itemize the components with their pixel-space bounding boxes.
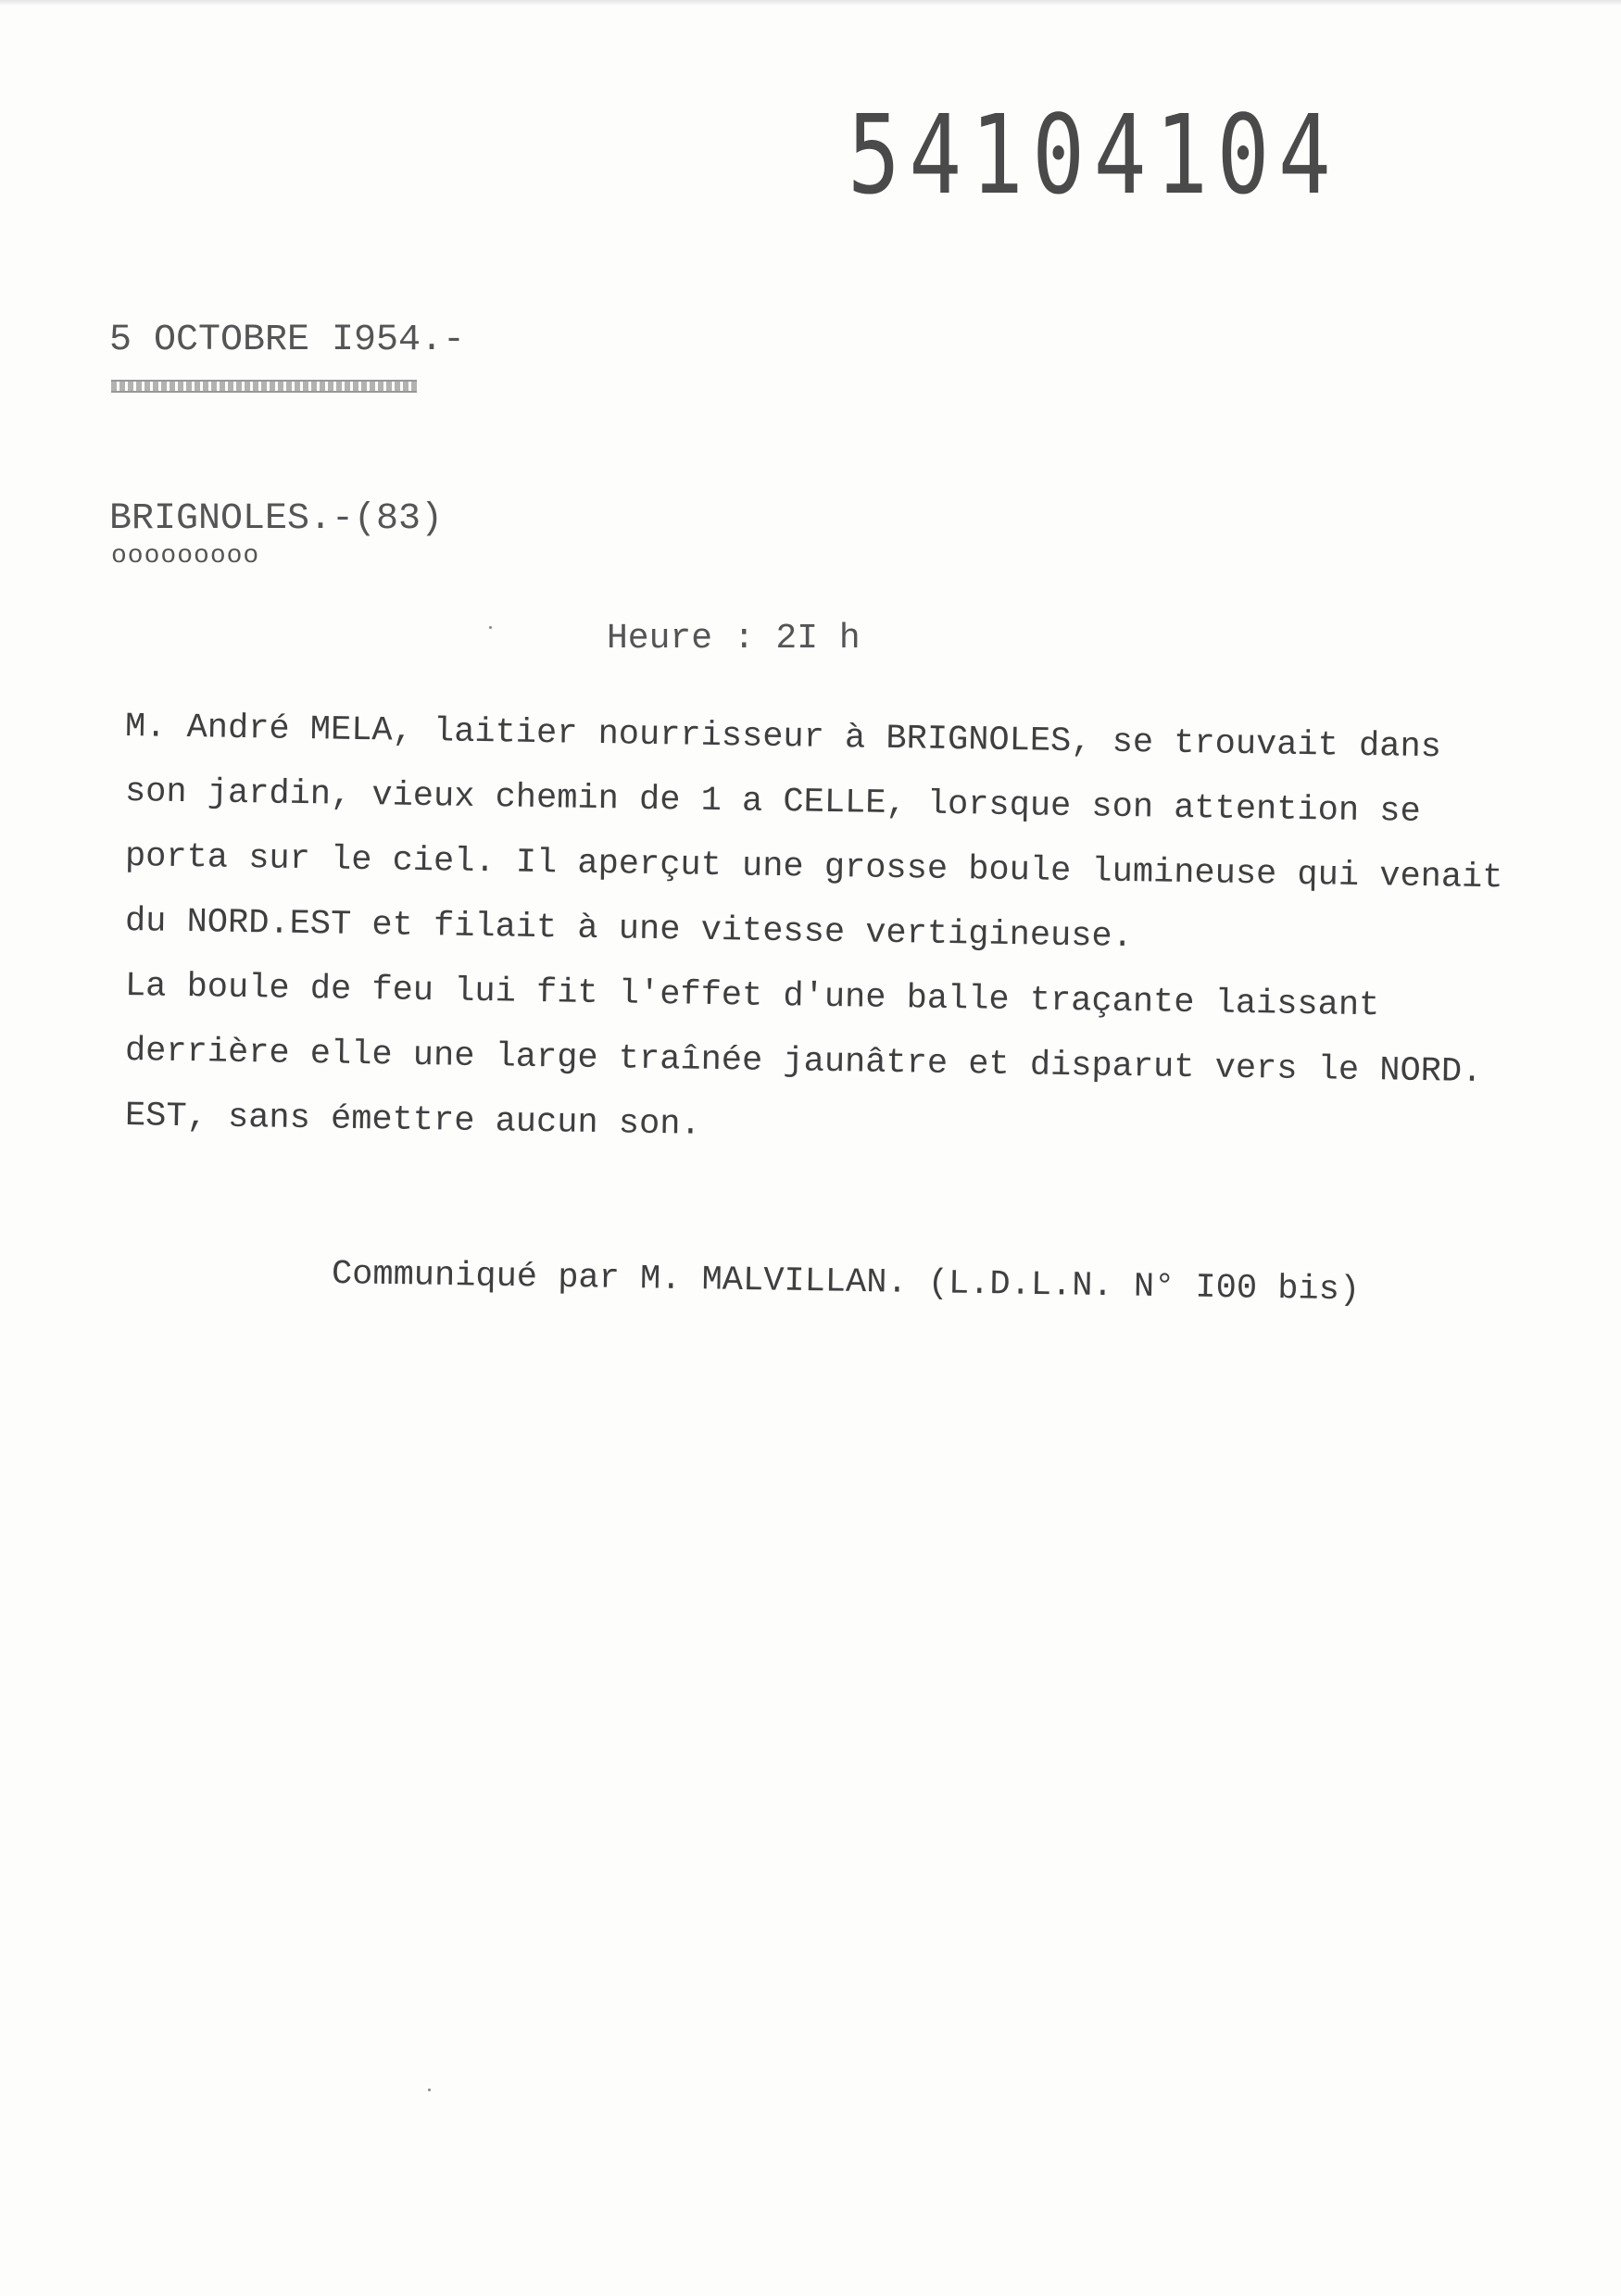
body-line: M. André MELA, laitier nourrisseur à BRIGNOLES, se trouvait dans [124,708,1442,768]
scan-speck [489,626,492,629]
report-time: Heure : 2I h [607,619,861,659]
place-underline: ooooooooo [111,542,260,571]
source-attribution: Communiqué par M. MALVILLAN. (L.D.L.N. N° I00 bis) [331,1255,1361,1311]
report-date: 5 OCTOBRE I954.- [109,320,466,361]
body-line: derrière elle une large traînée jaunâtre et disparut vers le NORD. [124,1032,1483,1093]
scan-speck [428,2089,431,2091]
body-line: EST, sans émettre aucun son. [124,1097,701,1145]
report-place: BRIGNOLES.-(83) [109,498,444,540]
date-underline [111,380,417,393]
body-line: La boule de feu lui fit l'effet d'une balle traçante laissant [124,967,1380,1026]
body-line: son jardin, vieux chemin de 1 a CELLE, lorsque son attention se [124,772,1421,832]
body-line: porta sur le ciel. Il aperçut une grosse boule lumineuse qui venait [124,837,1503,898]
report-body [125,695,1607,1148]
body-line: du NORD.EST et filait à une vitesse vertigineuse. [124,902,1134,958]
scan-top-edge [0,0,1621,6]
document-number: 54104104 [848,91,1340,219]
